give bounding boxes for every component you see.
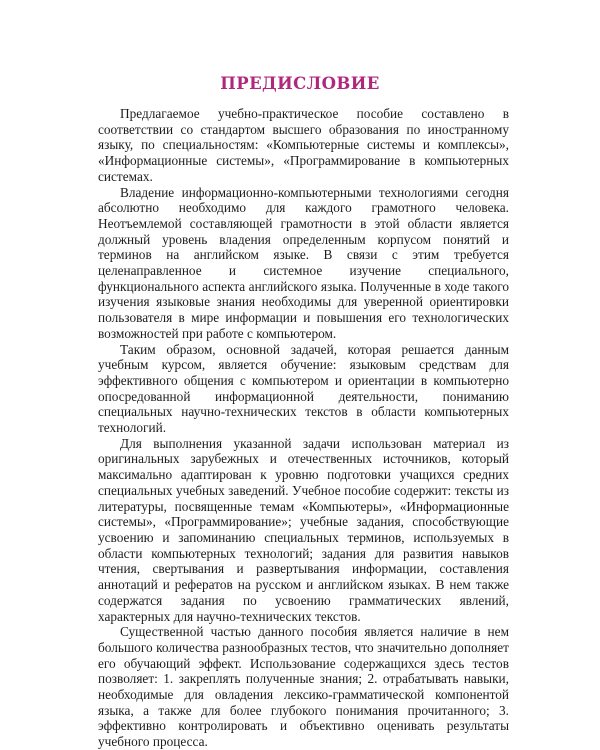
paragraph-5: Существенной частью данного пособия является наличие в нем большого количества разнообразных тестов, что значительно дополняет его обучающий эффект. Использование содержащихся здесь тестов позволяет: 1. закреплять полученные знания; 2. отрабатывать навыки, необходимые для овладения лексико-грамматической компонентой языка, а также для более глубокого понимания прочитанного; 3. эффективно контролировать и объективно оценивать результаты учебного процесса. bbox=[98, 624, 509, 750]
paragraph-1: Предлагаемое учебно-практическое пособие составлено в соответствии со стандартом высшего образования по иностранному языку, по специальностям: «Компьютерные системы и комплексы», «Информационные системы», «Программирование в компьютерных системах. bbox=[98, 106, 509, 184]
paragraph-2: Владение информационно-компьютерными технологиями сегодня абсолютно необходимо для каждого грамотного человека. Неотъемлемой составляющей грамотности в этой области является должный уровень владения определенным корпусом понятий и терминов на английском языке. В связи с этим требуется целенаправленное и системное изучение специального, функционального аспекта английского языка. Полученные в ходе такого изучения языковые знания необходимы для уверенной ориентировки пользователя в мире информации и повышения его технологических возможностей при работе с компьютером. bbox=[98, 184, 509, 341]
paragraph-4: Для выполнения указанной задачи использован материал из оригинальных зарубежных и отечественных источников, который максимально адаптирован к уровню подготовки учащихся средних специальных учебных заведений. Учебное пособие содержит: тексты из литературы, посвященные темам «Компьютеры», «Информационные системы», «Программирование»; учебные задания, способствующие усвоению и запоминанию специальных терминов, используемых в области компьютерных технологий; задания для развития навыков чтения, свертывания и развертывания информации, составления аннотаций и рефератов на русском и английском языках. В нем также содержатся задания по усвоению грамматических явлений, характерных для научно-технических текстов. bbox=[98, 435, 509, 624]
paragraph-3: Таким образом, основной задачей, которая решается данным учебным курсом, является обучение: языковым средствам для эффективного общения с компьютером и ориентации в компьютерно опосредованной информационной деятельности, пониманию специальных научно-технических текстов в области компьютерных технологий. bbox=[98, 341, 509, 436]
preface-text bbox=[98, 106, 509, 750]
page-title: ПРЕДИСЛОВИЕ bbox=[220, 74, 380, 93]
